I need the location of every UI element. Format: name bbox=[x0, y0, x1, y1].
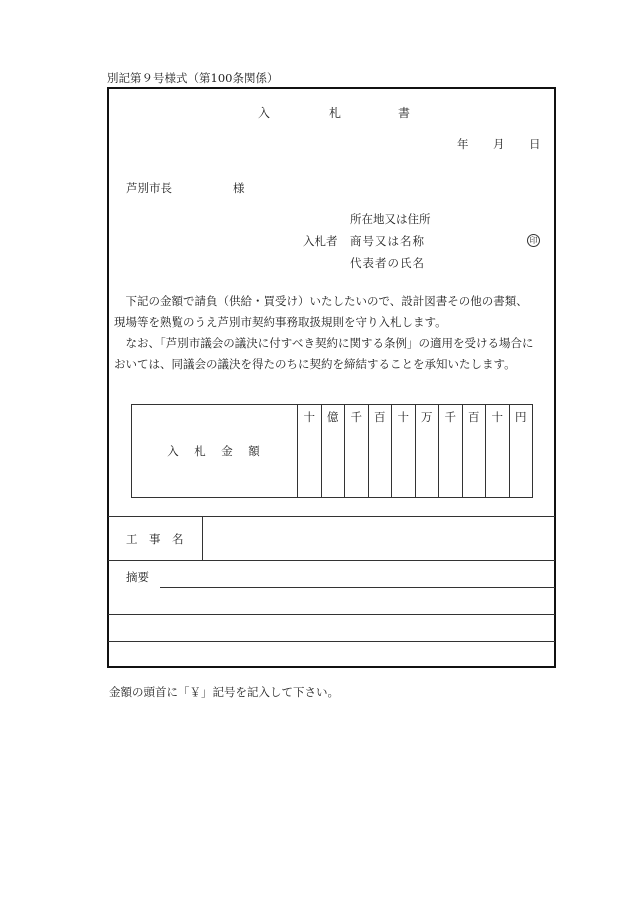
addressee-name: 芦別市長 bbox=[126, 181, 172, 195]
unit-label: 十 bbox=[397, 410, 409, 424]
seal-mark: 印 bbox=[527, 234, 540, 247]
digit-cell-sen[interactable] bbox=[439, 405, 463, 498]
digit-cell-man[interactable] bbox=[415, 405, 439, 498]
bidder-representative-label: 代表者の氏名 bbox=[350, 256, 425, 270]
digit-cell-jikkoku[interactable] bbox=[298, 405, 322, 498]
form-title-2 bbox=[329, 104, 341, 121]
unit-label: 千 bbox=[350, 410, 362, 424]
date-day-label: 日 bbox=[529, 137, 541, 151]
title-char-1: 入 bbox=[258, 106, 271, 120]
bid-amount-label: 入 札 金 額 bbox=[167, 444, 262, 458]
digit-cell-juu-man[interactable] bbox=[392, 405, 416, 498]
summary-line-2[interactable] bbox=[108, 614, 555, 615]
title-char-2: 札 bbox=[329, 106, 342, 120]
addressee-honorific: 様 bbox=[233, 181, 245, 195]
form-title bbox=[258, 104, 270, 121]
bid-statement bbox=[114, 291, 554, 375]
form-number-note: 別記第９号様式（第100条関係） bbox=[107, 71, 279, 85]
unit-label: 百 bbox=[374, 410, 386, 424]
divider-work-bottom bbox=[108, 560, 555, 561]
summary-line-3[interactable] bbox=[108, 641, 555, 642]
summary-underline[interactable] bbox=[160, 587, 555, 588]
work-name-label: 工 事 名 bbox=[126, 532, 184, 546]
digit-cell-juu[interactable] bbox=[486, 405, 510, 498]
unit-label: 万 bbox=[421, 410, 433, 424]
bidder-address-label: 所在地又は住所 bbox=[350, 212, 431, 226]
bid-statement-line-2: 現場等を熟覧のうえ芦別市契約事務取扱規則を守り入札します。 bbox=[114, 315, 447, 329]
digit-cell-en[interactable] bbox=[509, 405, 533, 498]
unit-label: 十 bbox=[491, 410, 503, 424]
bid-amount-label-cell bbox=[132, 405, 298, 498]
form-title-3 bbox=[398, 104, 410, 121]
bid-statement-line-4: おいては、同議会の議決を得たのちに契約を締結することを承知いたします。 bbox=[114, 357, 516, 371]
bidder-company-label: 商号又は名称 bbox=[350, 234, 425, 248]
bid-statement-line-1: 下記の金額で請負（供給・買受け）いたしたいので、設計図書その他の書類、 bbox=[114, 294, 528, 308]
divider-work-top bbox=[108, 516, 555, 517]
digit-cell-sen-man[interactable] bbox=[345, 405, 369, 498]
bid-statement-line-3: なお、「芦別市議会の議決に付すべき契約に関する条例」の適用を受ける場合に bbox=[114, 336, 534, 350]
footer-note: 金額の頭首に「￥」記号を記入して下さい。 bbox=[109, 685, 339, 699]
unit-label: 円 bbox=[515, 410, 527, 424]
divider-work-label bbox=[202, 516, 203, 560]
bid-amount-table bbox=[131, 404, 533, 498]
date-month-label: 月 bbox=[493, 137, 505, 151]
unit-label: 千 bbox=[444, 410, 456, 424]
date-year-label: 年 bbox=[457, 137, 469, 151]
summary-label: 摘要 bbox=[126, 570, 149, 584]
digit-cell-oku[interactable] bbox=[321, 405, 345, 498]
title-char-3: 書 bbox=[398, 106, 411, 120]
digit-cell-hyaku[interactable] bbox=[462, 405, 486, 498]
bidder-label: 入札者 bbox=[303, 234, 338, 248]
unit-label: 億 bbox=[327, 410, 339, 424]
unit-label: 百 bbox=[468, 410, 480, 424]
digit-cell-hyaku-man[interactable] bbox=[368, 405, 392, 498]
bid-form-frame bbox=[107, 87, 556, 668]
unit-label: 十 bbox=[303, 410, 315, 424]
